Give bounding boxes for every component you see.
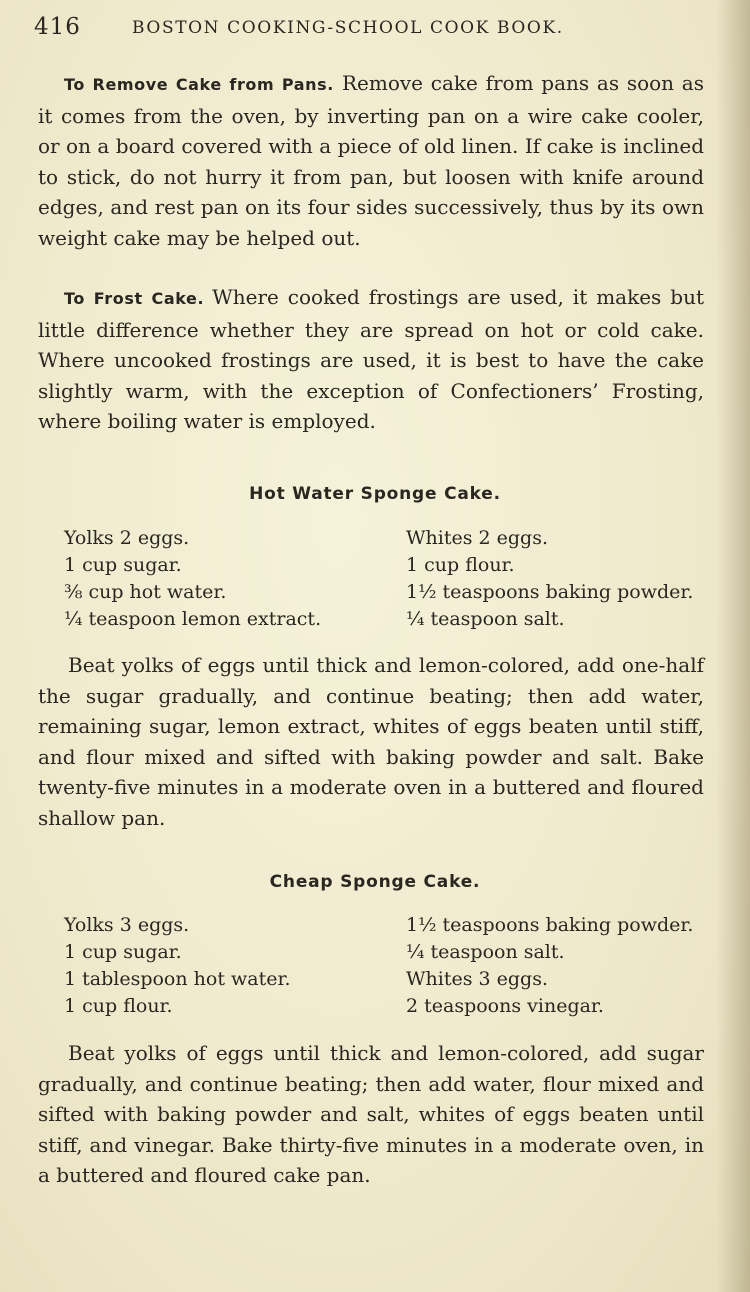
- recipe-method: Beat yolks of eggs until thick and lemon-colored, add sugar gradually, and continue beating; then add water, flour mixed and sifted with baking powder and salt, whites of eggs beaten until stiff, and vinegar. Bake thirty-five minutes in a moderate oven, in a buttered and floured cake pan.: [38, 1041, 704, 1187]
- page-edge-shadow: [716, 0, 750, 1292]
- ingredient-item: Whites 3 eggs.: [406, 968, 548, 990]
- ingredient-item: ¼ teaspoon salt.: [406, 941, 565, 963]
- ingredient-item: 2 teaspoons vinegar.: [406, 995, 604, 1017]
- remove-cake-heading: To Remove Cake from Pans.: [64, 75, 334, 94]
- book-title: BOSTON COOKING-SCHOOL COOK BOOK.: [132, 18, 564, 38]
- ingredient-item: 1½ teaspoons baking powder.: [406, 581, 694, 603]
- ingredient-item: Whites 2 eggs.: [406, 527, 548, 549]
- frost-cake-text: Where cooked frostings are used, it makes but little difference whether they are spread on hot or cold cake. Where uncooked frostings are used, it is best to have the cake slightly warm, with the exception of Confectioners’ Frosting, where boiling water is employed.: [38, 285, 704, 433]
- ingredient-item: 1½ teaspoons baking powder.: [406, 914, 694, 936]
- ingredient-item: ⅜ cup hot water.: [64, 581, 227, 603]
- ingredient-item: ¼ teaspoon salt.: [406, 608, 565, 630]
- running-header: [34, 14, 724, 48]
- remove-cake-paragraph: [38, 68, 704, 253]
- ingredient-item: ¼ teaspoon lemon extract.: [64, 608, 322, 630]
- recipe-method: Beat yolks of eggs until thick and lemon-colored, add one-half the sugar gradually, and continue beating; then add water, remaining sugar, lemon extract, whites of eggs beaten until stiff, and flour mixed and sifted with baking powder and salt. Bake twenty-five minutes in a moderate oven in a buttered and floured shallow pan.: [38, 653, 704, 830]
- remove-cake-text: Remove cake from pans as soon as it comes from the oven, by inverting pan on a wire cake cooler, or on a board covered with a piece of old linen. If cake is inclined to stick, do not hurry it from pan, but loosen with knife around edges, and rest pan on its four sides successively, thus by its own weight cake may be helped out.: [38, 71, 704, 250]
- ingredient-item: Yolks 2 eggs.: [64, 527, 190, 549]
- frost-cake-heading: To Frost Cake.: [64, 289, 205, 308]
- ingredients-left-column: [64, 912, 291, 1020]
- ingredients-right-column: [406, 912, 724, 1020]
- ingredient-item: 1 cup flour.: [64, 995, 173, 1017]
- ingredients-list: [64, 912, 724, 1020]
- ingredient-item: 1 cup flour.: [406, 554, 515, 576]
- ingredient-item: 1 cup sugar.: [64, 941, 182, 963]
- recipe-title: Hot Water Sponge Cake.: [249, 484, 501, 504]
- recipe-title: Cheap Sponge Cake.: [269, 872, 481, 892]
- ingredient-item: Yolks 3 eggs.: [64, 914, 190, 936]
- ingredients-left-column: [64, 525, 321, 633]
- page-number: 416: [34, 14, 81, 40]
- ingredient-item: 1 tablespoon hot water.: [64, 968, 291, 990]
- ingredients-right-column: [406, 525, 724, 633]
- frost-cake-paragraph: [38, 282, 704, 437]
- ingredient-item: 1 cup sugar.: [64, 554, 182, 576]
- ingredients-list: [64, 525, 724, 633]
